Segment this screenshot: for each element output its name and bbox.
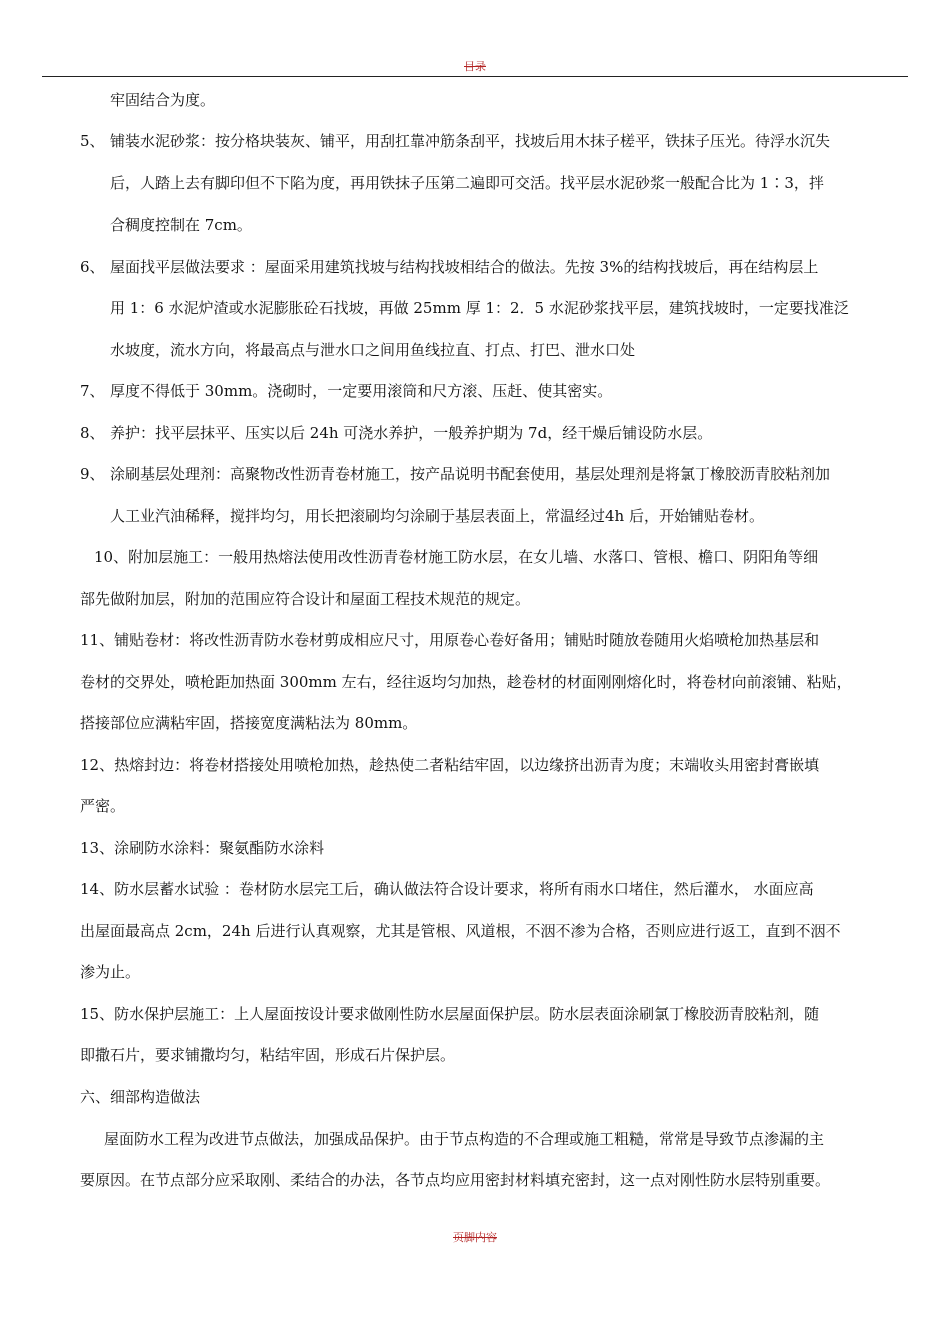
paragraph-line: 渗为止。 — [80, 963, 141, 981]
paragraph-line: 人工业汽油稀释，搅拌均匀，用长把滚刷均匀涂刷于基层表面上，常温经过4h 后，开始铺贴卷材。 — [110, 507, 764, 525]
paragraph-line: 用 1：6 水泥炉渣或水泥膨胀砼石找坡，再做 25mm 厚 1：2．5 水泥砂浆找平层，建筑找坡时，一定要找准泛 — [110, 299, 849, 317]
list-item-6 — [80, 256, 818, 278]
paragraph-line: 搭接部位应满粘牢固，搭接宽度满粘法为 80mm。 — [80, 714, 418, 732]
list-item-7 — [80, 380, 612, 402]
item-text: 铺装水泥砂浆：按分格块装灰、铺平，用刮扛靠冲筋条刮平，找坡后用木抹子槎平，铁抹子压光。待浮水沉失 — [110, 132, 831, 150]
header-mark: 目录 — [464, 60, 486, 73]
list-item-8 — [80, 422, 712, 444]
item-text: 厚度不得低于 30mm。浇砌时，一定要用滚筒和尺方滚、压赶、使其密实。 — [110, 382, 613, 400]
list-item-14: 14、防水层蓄水试验 ：卷材防水层完工后，确认做法符合设计要求，将所有雨水口堵住，然后灌水， 水面应高 — [80, 880, 814, 898]
section-heading: 六、细部构造做法 — [80, 1088, 201, 1106]
item-number: 9、 — [80, 465, 105, 483]
footer-mark: 页脚内容 — [453, 1231, 497, 1244]
list-item-15: 15、防水保护层施工：上人屋面按设计要求做刚性防水层屋面保护层。防水层表面涂刷氯丁橡胶沥青胶粘剂，随 — [80, 1005, 820, 1023]
paragraph-line: 屋面防水工程为改进节点做法，加强成品保护。由于节点构造的不合理或施工粗糙，常常是导致节点渗漏的主 — [104, 1130, 825, 1148]
paragraph-line: 水坡度，流水方向，将最高点与泄水口之间用鱼线拉直、打点、打巴、泄水口处 — [110, 341, 636, 359]
paragraph-line: 要原因。在节点部分应采取刚、柔结合的办法，各节点均应用密封材料填充密封，这一点对刚性防水层特别重要。 — [80, 1171, 831, 1189]
header-rule — [42, 76, 908, 77]
item-number: 5、 — [80, 132, 105, 150]
list-item-5 — [80, 130, 830, 152]
paragraph-line: 严密。 — [80, 797, 126, 815]
item-number: 8、 — [80, 424, 105, 442]
item-number: 6、 — [80, 258, 105, 276]
item-text: 养护：找平层抹平、压实以后 24h 可浇水养护，一般养护期为 7d，经干燥后铺设防水层。 — [110, 424, 713, 442]
list-item-9 — [80, 463, 830, 485]
list-item-11: 11、铺贴卷材：将改性沥青防水卷材剪成相应尺寸，用原卷心卷好备用；铺贴时随放卷随用火焰喷枪加热基层和 — [80, 631, 820, 649]
paragraph-line: 合稠度控制在 7cm。 — [110, 216, 252, 234]
item-text: 涂刷基层处理剂：高聚物改性沥青卷材施工，按产品说明书配套使用，基层处理剂是将氯丁橡胶沥青胶粘剂加 — [110, 465, 831, 483]
list-item-10: 10、附加层施工：一般用热熔法使用改性沥青卷材施工防水层，在女儿墙、水落口、管根、檐口、阴阳角等细 — [94, 548, 819, 566]
item-text: 屋面找平层做法要求 ：屋面采用建筑找坡与结构找坡相结合的做法。先按 3%的结构找坡后，再在结构层上 — [110, 258, 819, 276]
paragraph-line: 后，人踏上去有脚印但不下陷为度，再用铁抹子压第二遍即可交活。找平层水泥砂浆一般配合比为 1∶3，拌 — [110, 174, 824, 192]
paragraph-line: 部先做附加层，附加的范围应符合设计和屋面工程技术规范的规定。 — [80, 590, 531, 608]
list-item-12: 12、热熔封边：将卷材搭接处用喷枪加热，趁热使二者粘结牢固，以边缘挤出沥青为度；末端收头用密封膏嵌填 — [80, 756, 820, 774]
paragraph-line: 即撒石片，要求铺撒均匀，粘结牢固，形成石片保护层。 — [80, 1046, 456, 1064]
paragraph-line: 出屋面最高点 2cm，24h 后进行认真观察，尤其是管根、风道根，不洇不渗为合格，否则应进行返工，直到不洇不 — [80, 922, 841, 940]
paragraph-line: 牢固结合为度。 — [110, 91, 216, 109]
list-item-13: 13、涂刷防水涂料：聚氨酯防水涂料 — [80, 839, 325, 857]
paragraph-line: 卷材的交界处，喷枪距加热面 300mm 左右，经往返均匀加热，趁卷材的材面刚刚熔化时，将卷材向前滚铺、粘贴， — [80, 673, 852, 691]
item-number: 7、 — [80, 382, 105, 400]
